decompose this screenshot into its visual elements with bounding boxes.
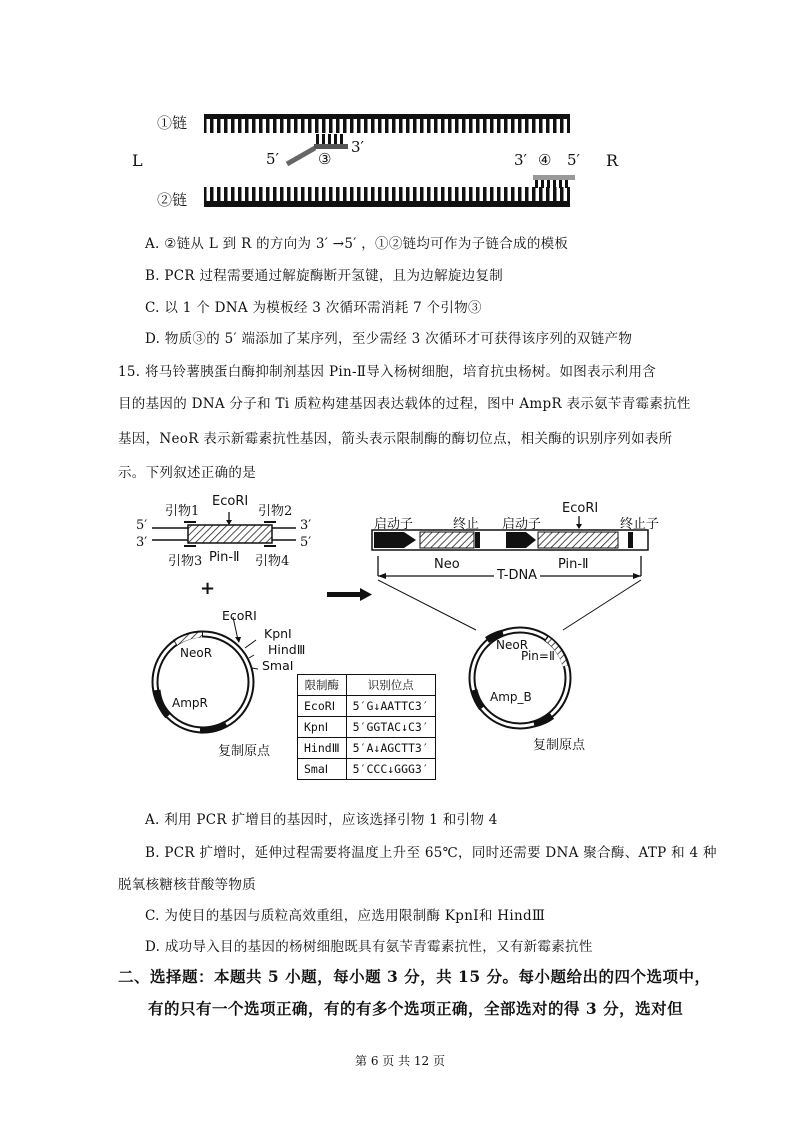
section2-heading-line1: 二、选择题：本题共 5 小题，每小题 3 分，共 15 分。每小题给出的四个选项中， <box>118 967 711 986</box>
ti-plasmid-circle <box>155 617 258 730</box>
page-footer: 第 6 页 共 12 页 <box>355 1054 445 1068</box>
primer3-3-label: 3′ <box>351 138 364 156</box>
chain2-strand <box>204 187 570 207</box>
neor-label-left: NeoR <box>180 646 213 660</box>
primer3-5-label: 5′ <box>266 150 279 168</box>
table-row <box>298 717 436 738</box>
section2-heading-line2: 有的只有一个选项正确，有的有多个选项正确，全部选对的得 3 分，选对但 <box>148 999 684 1018</box>
q15-option-c: C. 为使目的基因与质粒高效重组，应选用限制酶 KpnⅠ和 HindⅢ <box>145 908 546 924</box>
enzyme-table <box>297 674 436 780</box>
ori-label-right: 复制原点 <box>533 738 586 753</box>
q15-option-a: A. 利用 PCR 扩增目的基因时，应该选择引物 1 和引物 4 <box>145 812 498 828</box>
promoter-label-1: 启动子 <box>374 517 414 532</box>
primer3-label: 引物3 <box>168 554 203 569</box>
table-header: 限制酶 <box>298 675 347 696</box>
table-header-row <box>298 675 436 696</box>
three-prime-bottom: 3′ <box>136 535 148 550</box>
table-cell: 5′GGTAC↓C3′ <box>346 717 435 738</box>
left-end-label: L <box>132 151 143 170</box>
amp-label-right: Amp_B <box>490 690 532 704</box>
ampr-label-left: AmpR <box>172 696 208 710</box>
q15-option-b-cont: 脱氧核糖核苷酸等物质 <box>118 877 256 893</box>
table-cell: HindⅢ <box>298 738 347 759</box>
process-arrow <box>327 588 372 601</box>
primer4-number: ④ <box>538 151 552 169</box>
table-header: 识别位点 <box>346 675 435 696</box>
ecori-label-plasmid: EcoRⅠ <box>222 608 257 623</box>
primer4-shape <box>533 175 575 188</box>
right-end-label: R <box>606 151 619 170</box>
five-prime-bottom: 5′ <box>300 535 312 550</box>
table-cell: SmaⅠ <box>298 759 347 780</box>
table-cell: EcoRⅠ <box>298 696 347 717</box>
primer2-label: 引物2 <box>258 504 293 519</box>
chain2-label: ②链 <box>157 191 188 209</box>
table-row <box>298 738 436 759</box>
table-row <box>298 759 436 780</box>
q15-stem-line4: 示。下列叙述正确的是 <box>118 465 256 481</box>
q14-option-c: C. 以 1 个 DNA 为模板经 3 次循环需消耗 7 个引物③ <box>145 300 482 316</box>
tdna-label: T-DNA <box>494 568 540 583</box>
terminator-label-1: 终止 <box>453 517 480 532</box>
five-prime-top: 5′ <box>136 518 148 533</box>
table-cell: KpnⅠ <box>298 717 347 738</box>
q15-stem-line2: 目的基因的 DNA 分子和 Ti 质粒构建基因表达载体的过程，图中 AmpR 表示氨苄青霉素抗性 <box>118 396 691 412</box>
neor-label-right: NeoR <box>496 638 529 652</box>
three-prime-top: 3′ <box>300 518 312 533</box>
promoter-label-2: 启动子 <box>502 517 542 532</box>
table-cell: 5′G↓AATTC3′ <box>346 696 435 717</box>
table-cell: 5′CCC↓GGG3′ <box>346 759 435 780</box>
smai-label: SmaⅠ <box>262 658 294 673</box>
primer4-5-label: 5′ <box>567 151 580 169</box>
q14-option-a: A. ②链从 L 到 R 的方向为 3′ →5′ ，①②链均可作为子链合成的模板 <box>145 236 569 252</box>
chain1-strand <box>204 114 570 133</box>
q14-option-d: D. 物质③的 5′ 端添加了某序列，至少需经 3 次循环才可获得该序列的双链产物 <box>145 331 633 347</box>
primer3-number: ③ <box>318 150 332 168</box>
pcr-strand-diagram <box>0 100 800 220</box>
ecori-label-left: EcoRⅠ <box>212 494 249 509</box>
hindiii-label: HindⅢ <box>268 642 306 657</box>
primer1-label: 引物1 <box>165 504 200 519</box>
pin-gene-label: Pin-Ⅱ <box>209 550 240 565</box>
q15-option-d: D. 成功导入目的基因的杨树细胞既具有氨苄青霉素抗性，又有新霉素抗性 <box>145 939 593 955</box>
primer4-label: 引物4 <box>255 554 290 569</box>
pin-label-tdna: Pin-Ⅱ <box>558 557 589 572</box>
q15-stem-line3: 基因，NeoR 表示新霉素抗性基因，箭头表示限制酶的酶切位点，相关酶的识别序列如表所 <box>118 431 673 447</box>
kpni-label: KpnⅠ <box>264 626 292 641</box>
table-cell: 5′A↓AGCTT3′ <box>346 738 435 759</box>
pin-label-right: Pin=Ⅱ <box>521 649 555 663</box>
ori-label-left: 复制原点 <box>218 744 271 759</box>
chain1-label: ①链 <box>157 114 188 132</box>
plus-sign: + <box>200 578 216 599</box>
ecori-label-tdna: EcoRⅠ <box>562 501 599 516</box>
q15-option-b: B. PCR 扩增时，延伸过程需要将温度上升至 65℃，同时还需要 DNA 聚合酶、ATP 和 4 种 <box>145 845 717 861</box>
primer4-3-label: 3′ <box>514 151 527 169</box>
terminator-label-2: 终止子 <box>620 517 660 532</box>
q14-option-b: B. PCR 过程需要通过解旋酶断开氢键，且为边解旋边复制 <box>145 268 504 284</box>
neo-label: Neo <box>434 557 460 572</box>
table-row <box>298 696 436 717</box>
q15-stem-line1: 15. 将马铃薯胰蛋白酶抑制剂基因 Pin-Ⅱ导入杨树细胞，培育抗虫杨树。如图表示利用含 <box>118 364 657 380</box>
